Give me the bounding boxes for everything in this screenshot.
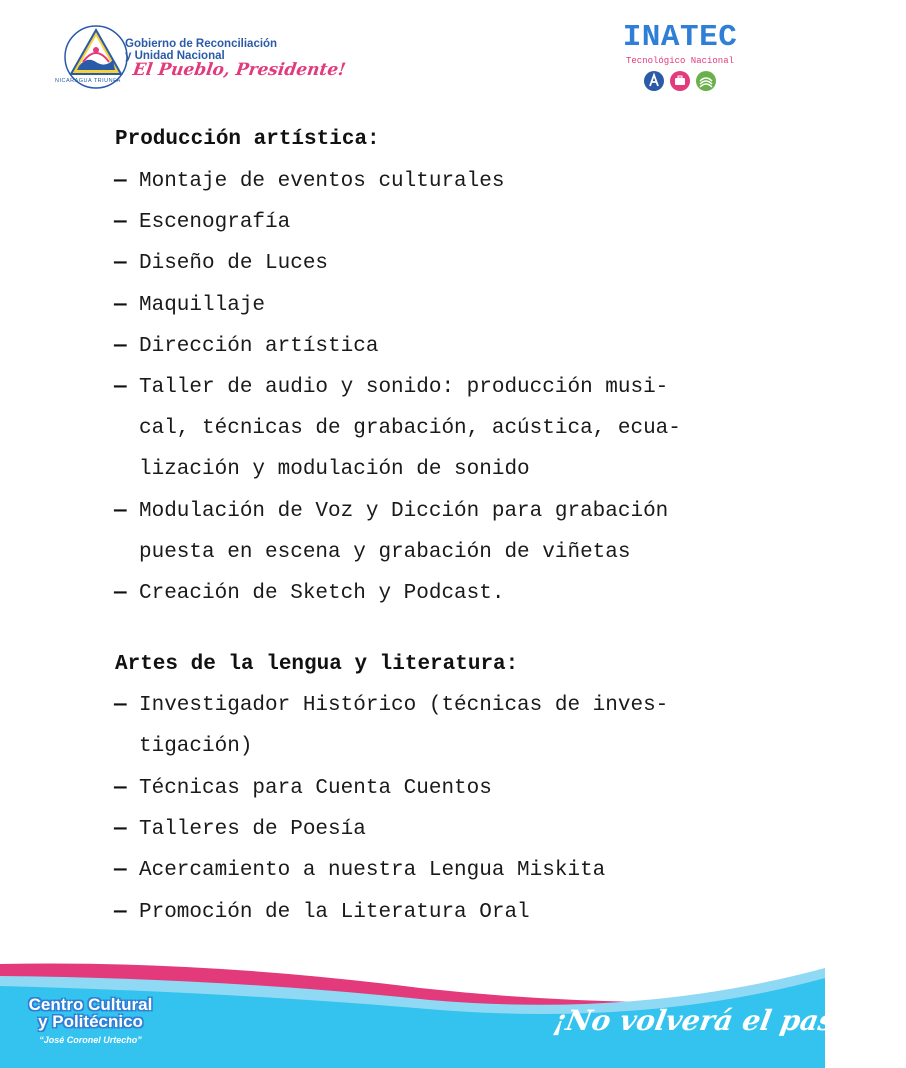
list-item-text: Promoción de la Literatura Oral [139,901,530,924]
list-item-text: Técnicas para Cuenta Cuentos [139,777,492,800]
government-name [125,38,277,62]
section-title-artes-lengua: Artes de la lengua y literatura: [115,653,519,676]
agriculture-icon [695,70,717,92]
list-dash: — [114,170,127,193]
centro-title-line1: Centro Cultural [28,995,153,1014]
footer-slogan: ¡No volverá el pasado! [551,1004,906,1037]
list-dash: — [114,376,127,399]
centro-subtitle: “José Coronel Urtecho” [39,1035,142,1045]
list-item-text: Dirección artística [139,335,379,358]
briefcase-icon [669,70,691,92]
centro-cultural-logo [18,996,163,1030]
list-item-text: tigación) [139,735,253,758]
list-item-text: Talleres de Poesía [139,818,366,841]
list-item-text: Acercamiento a nuestra Lengua Miskita [139,859,606,882]
list-dash: — [114,859,127,882]
list-dash: — [114,582,127,605]
list-dash: — [114,335,127,358]
list-item-text: Escenografía [139,211,291,234]
list-dash: — [114,818,127,841]
list-dash: — [114,211,127,234]
inatec-subtitle: Tecnológico Nacional [625,56,735,66]
list-dash: — [114,694,127,717]
list-item-text: Investigador Histórico (técnicas de inves- [139,694,669,717]
centro-title-line2: y Politécnico [38,1012,143,1031]
list-item-text: Taller de audio y sonido: producción musi- [139,376,669,399]
government-name-line1: Gobierno de Reconciliación [125,38,278,50]
government-name-line2: y Unidad Nacional [125,50,225,62]
government-slogan: El Pueblo, Presidente! [131,60,347,80]
list-dash: — [114,500,127,523]
list-dash: — [114,252,127,275]
inatec-logo [605,22,755,102]
list-item-text: Creación de Sketch y Podcast. [139,582,505,605]
list-dash: — [114,294,127,317]
footer-banner [0,948,906,1068]
government-logo [55,18,347,98]
list-item-text: Montaje de eventos culturales [139,170,505,193]
section-title-produccion: Producción artística: [115,128,380,151]
list-item-text: cal, técnicas de grabación, acústica, ecua- [139,417,681,440]
seal-caption: NICARAGUA TRIUNFA [55,78,121,84]
list-dash: — [114,901,127,924]
list-item-text: lización y modulación de sonido [139,458,530,481]
list-item-text: Diseño de Luces [139,252,329,275]
academic-icon [643,70,665,92]
inatec-title: INATEC [622,20,738,55]
list-dash: — [114,777,127,800]
list-item-text: Modulación de Voz y Dicción para grabación [139,500,669,523]
list-item-text: Maquillaje [139,294,266,317]
list-item-text: puesta en escena y grabación de viñetas [139,541,631,564]
